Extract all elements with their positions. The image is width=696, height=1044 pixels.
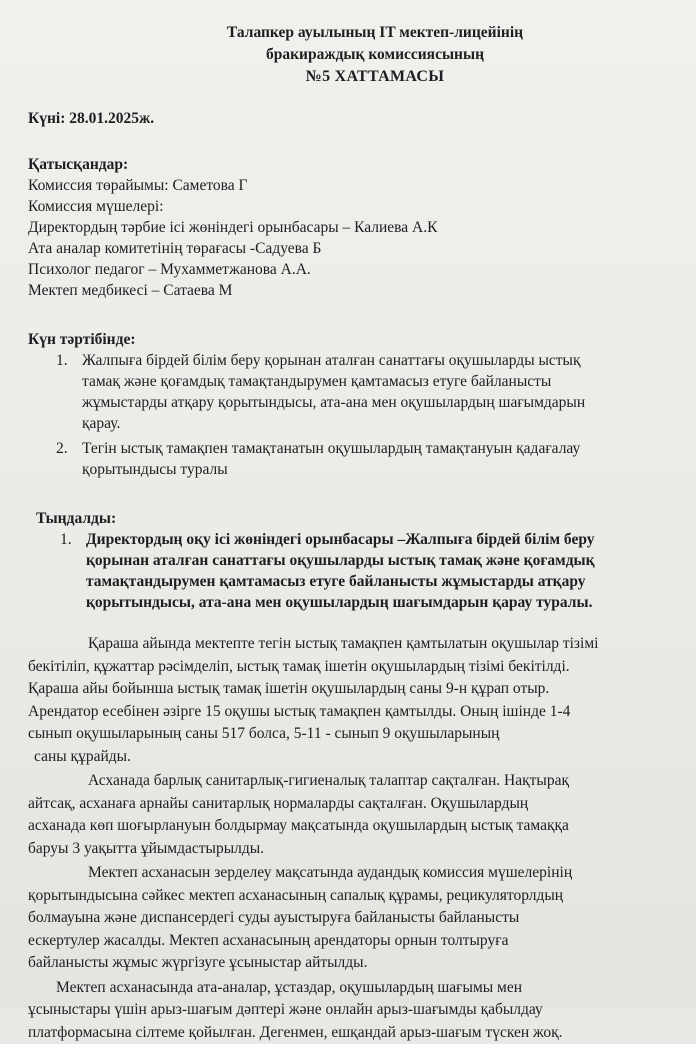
agenda-item xyxy=(28,350,682,434)
heard-title: Тыңдалды: xyxy=(36,508,682,529)
paragraph-line: бекітіліп, құжаттар рәсімделіп, ыстық тамақ ішетін оқушылардың тізімі бекітілді. xyxy=(28,656,682,679)
paragraph-line: байланысты жұмыс жүргізуге ұсыныстар айтылды. xyxy=(28,952,682,975)
agenda-item-line: Жалпыға бірдей білім беру қорынан аталған санаттағы оқушыларды ыстық xyxy=(82,350,682,371)
body-paragraph-2 xyxy=(28,770,682,860)
date-line xyxy=(28,110,682,128)
header-line-3: №5 ХАТТАМАСЫ xyxy=(68,66,682,88)
agenda-item-line: жұмыстарды атқару қорытындысы, ата-ана мен оқушылардың шағымдарын xyxy=(82,392,682,413)
heard-item xyxy=(28,529,682,613)
paragraph-line: Арендатор есебінен әзірге 15 оқушы ыстық тамақпен қамтылды. Оның ішінде 1-4 xyxy=(28,701,682,724)
participant-line: Комиссия мүшелері: xyxy=(28,196,682,217)
paragraph-line: Мектеп асханасында ата-аналар, ұстаздар, оқушылардың шағымы мен xyxy=(28,977,682,1000)
paragraph-line: платформасына сілтеме қойылған. Дегенмен, ешқандай арыз-шағым түскен жоқ. xyxy=(28,1022,682,1044)
heard-item-line: тамақтандырумен қамтамасыз етуге байланысты жұмыстарды атқару xyxy=(86,571,682,592)
participant-line: Директордың тәрбие ісі жөніндегі орынбасары – Калиева А.К xyxy=(28,217,682,238)
body-paragraph-4 xyxy=(28,977,682,1044)
agenda-title: Күн тәртібінде: xyxy=(28,329,682,350)
paragraph-line: ескертулер жасалды. Мектеп асханасының арендаторы орнын толтыруға xyxy=(28,930,682,953)
participants-title: Қатысқандар: xyxy=(28,154,682,175)
document-header xyxy=(68,22,682,88)
agenda-item-line: қарау. xyxy=(82,413,682,434)
participant-line: Мектеп медбикесі – Сатаева М xyxy=(28,280,682,301)
agenda-list xyxy=(28,350,682,480)
paragraph-line: Қараша айы бойынша ыстық тамақ ішетін оқушылардың саны 9-н құрап отыр. xyxy=(28,678,682,701)
body-paragraph-1 xyxy=(28,633,682,768)
agenda-item-line: тамақ және қоғамдық тамақтандырумен қамтамасыз етуге байланысты xyxy=(82,371,682,392)
paragraph-line: асханада көп шоғырлануын болдырмау мақсатында оқушылардың ыстық тамаққа xyxy=(28,815,682,838)
paragraph-line: сынып оқушыларының саны 517 болса, 5-11 - сынып 9 оқушыларының xyxy=(28,723,682,746)
agenda-item-line: Тегін ыстық тамақпен тамақтанатын оқушылардың тамақтануын қадағалау xyxy=(82,438,682,459)
paragraph-line: баруы 3 уақытта ұйымдастырылды. xyxy=(28,838,682,861)
paragraph-line: қорытындысына сәйкес мектеп асханасының сапалық құрамы, рецикуляторлдың xyxy=(28,885,682,908)
header-line-1: Талапкер ауылының IT мектеп-лицейінің xyxy=(68,22,682,44)
agenda-item xyxy=(28,438,682,480)
body-paragraph-3 xyxy=(28,862,682,975)
paragraph-line: Мектеп асханасын зерделеу мақсатында аудандық комиссия мүшелерінің xyxy=(28,862,682,885)
participant-line: Комиссия төрайымы: Саметова Г xyxy=(28,175,682,196)
heard-item-line: қорынан аталған санаттағы оқушыларды ыстық тамақ және қоғамдық xyxy=(86,550,682,571)
participant-line: Психолог педагог – Мухамметжанова А.А. xyxy=(28,259,682,280)
paragraph-line: Асханада барлық санитарлық-гигиеналық талаптар сақталған. Нақтырақ xyxy=(28,770,682,793)
agenda-item-number: 2. xyxy=(56,438,68,460)
heard-item-number: 1. xyxy=(60,529,72,551)
participant-line: Ата аналар комитетінің төрағасы -Садуева Б xyxy=(28,238,682,259)
date-label: Күні: xyxy=(28,110,65,127)
paragraph-line: Қараша айында мектепте тегін ыстық тамақпен қамтылатын оқушылар тізімі xyxy=(28,633,682,656)
paragraph-line: айтсақ, асханаға арнайы санитарлық нормаларды сақталған. Оқушылардың xyxy=(28,793,682,816)
paragraph-line: болмауына және диспансердегі суды ауыстыруға байланысты байланысты xyxy=(28,907,682,930)
heard-item-line: қорытындысы, ата-ана мен оқушылардың шағымдарын қарау туралы. xyxy=(86,592,682,613)
heard-list xyxy=(28,529,682,613)
agenda-item-line: қорытындысы туралы xyxy=(82,459,682,480)
heard-item-line: Директордың оқу ісі жөніндегі орынбасары –Жалпыға бірдей білім беру xyxy=(86,529,682,550)
paragraph-line: ұсыныстары үшін арыз-шағым дәптері және онлайн арыз-шағымды қабылдау xyxy=(28,999,682,1022)
paragraph-line: саны құрайды. xyxy=(28,746,682,769)
date-value: 28.01.2025ж. xyxy=(69,110,154,127)
header-line-2: бракираждық комиссиясының xyxy=(68,44,682,66)
participants-list xyxy=(28,175,682,301)
agenda-item-number: 1. xyxy=(56,350,68,372)
